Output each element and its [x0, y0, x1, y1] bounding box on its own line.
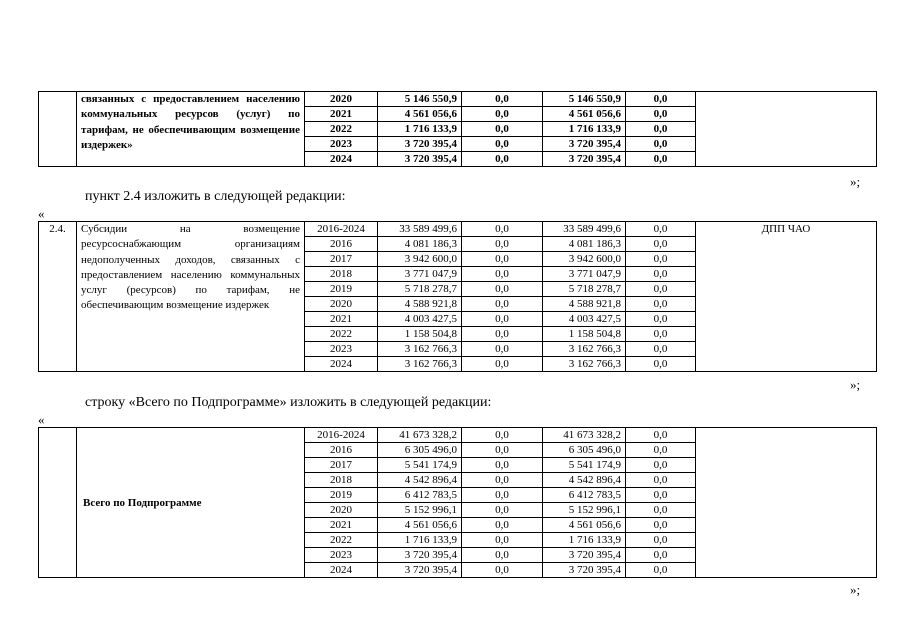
value-cell: 4 561 056,6 — [543, 107, 626, 122]
value-cell: 0,0 — [626, 122, 696, 137]
year-cell: 2016 — [305, 443, 378, 458]
year-cell: 2024 — [305, 563, 378, 578]
value-cell: 3 720 395,4 — [543, 548, 626, 563]
value-cell: 0,0 — [626, 518, 696, 533]
value-cell: 0,0 — [462, 503, 543, 518]
total-cell: 3 720 395,4 — [378, 563, 462, 578]
table-row — [39, 92, 877, 107]
total-cell: 4 542 896,4 — [378, 473, 462, 488]
table-total-subprogram — [38, 427, 877, 578]
year-cell: 2019 — [305, 488, 378, 503]
value-cell: 0,0 — [462, 327, 543, 342]
value-cell: 1 716 133,9 — [543, 533, 626, 548]
value-cell: 5 152 996,1 — [543, 503, 626, 518]
value-cell: 0,0 — [626, 357, 696, 372]
year-cell: 2022 — [305, 122, 378, 137]
total-cell: 3 162 766,3 — [378, 342, 462, 357]
value-cell: 4 081 186,3 — [543, 237, 626, 252]
value-cell: 0,0 — [462, 533, 543, 548]
value-cell: 0,0 — [626, 267, 696, 282]
value-cell: 3 942 600,0 — [543, 252, 626, 267]
value-cell: 0,0 — [626, 488, 696, 503]
value-cell: 4 588 921,8 — [543, 297, 626, 312]
year-cell: 2022 — [305, 533, 378, 548]
value-cell: 0,0 — [462, 252, 543, 267]
value-cell: 4 561 056,6 — [543, 518, 626, 533]
total-cell: 6 412 783,5 — [378, 488, 462, 503]
executor-cell — [696, 92, 877, 167]
total-cell: 1 158 504,8 — [378, 327, 462, 342]
year-cell: 2016-2024 — [305, 222, 378, 237]
value-cell: 3 720 395,4 — [543, 137, 626, 152]
value-cell: 0,0 — [462, 237, 543, 252]
executor-cell: ДПП ЧАО — [696, 222, 877, 372]
year-cell: 2021 — [305, 107, 378, 122]
total-cell: 5 541 174,9 — [378, 458, 462, 473]
value-cell: 41 673 328,2 — [543, 428, 626, 443]
value-cell: 0,0 — [626, 297, 696, 312]
executor-cell — [696, 428, 877, 578]
total-cell: 1 716 133,9 — [378, 122, 462, 137]
description-cell: связанных с предоставлением населению коммунальных ресурсов (услуг) по тарифам, не обеспечивающим возмещение издержек» — [77, 92, 305, 167]
value-cell: 0,0 — [626, 473, 696, 488]
total-cell: 3 162 766,3 — [378, 357, 462, 372]
total-cell: 1 716 133,9 — [378, 533, 462, 548]
year-cell: 2023 — [305, 342, 378, 357]
table-point-2-4 — [38, 221, 877, 372]
total-cell: 4 561 056,6 — [378, 107, 462, 122]
value-cell: 0,0 — [462, 443, 543, 458]
value-cell: 0,0 — [462, 428, 543, 443]
value-cell: 0,0 — [626, 252, 696, 267]
total-cell: 3 771 047,9 — [378, 267, 462, 282]
value-cell: 0,0 — [626, 107, 696, 122]
year-cell: 2022 — [305, 327, 378, 342]
value-cell: 0,0 — [462, 282, 543, 297]
table-row — [39, 428, 877, 443]
value-cell: 0,0 — [626, 458, 696, 473]
value-cell: 6 305 496,0 — [543, 443, 626, 458]
value-cell: 5 541 174,9 — [543, 458, 626, 473]
row-number-cell — [39, 428, 77, 578]
year-cell: 2021 — [305, 312, 378, 327]
row-number-cell — [39, 92, 77, 167]
closing-quote-3: »; — [850, 582, 861, 597]
total-cell: 41 673 328,2 — [378, 428, 462, 443]
year-cell: 2018 — [305, 267, 378, 282]
year-cell: 2024 — [305, 152, 378, 167]
value-cell: 0,0 — [462, 122, 543, 137]
value-cell: 0,0 — [626, 548, 696, 563]
value-cell: 0,0 — [462, 137, 543, 152]
total-cell: 6 305 496,0 — [378, 443, 462, 458]
year-cell: 2023 — [305, 137, 378, 152]
value-cell: 0,0 — [462, 312, 543, 327]
value-cell: 0,0 — [626, 503, 696, 518]
closing-quote-1: »; — [850, 174, 861, 189]
value-cell: 3 162 766,3 — [543, 357, 626, 372]
total-cell: 33 589 499,6 — [378, 222, 462, 237]
value-cell: 3 720 395,4 — [543, 563, 626, 578]
total-cell: 5 146 550,9 — [378, 92, 462, 107]
year-cell: 2024 — [305, 357, 378, 372]
value-cell: 3 771 047,9 — [543, 267, 626, 282]
total-cell: 3 720 395,4 — [378, 152, 462, 167]
description-cell: Всего по Подпрограмме — [77, 428, 305, 578]
value-cell: 0,0 — [626, 428, 696, 443]
value-cell: 0,0 — [626, 312, 696, 327]
total-cell: 4 081 186,3 — [378, 237, 462, 252]
value-cell: 4 003 427,5 — [543, 312, 626, 327]
value-cell: 0,0 — [462, 548, 543, 563]
year-cell: 2021 — [305, 518, 378, 533]
value-cell: 0,0 — [626, 152, 696, 167]
value-cell: 0,0 — [626, 237, 696, 252]
value-cell: 0,0 — [462, 222, 543, 237]
opening-quote-1: « — [38, 206, 45, 221]
total-cell: 4 561 056,6 — [378, 518, 462, 533]
value-cell: 3 162 766,3 — [543, 342, 626, 357]
value-cell: 0,0 — [462, 297, 543, 312]
value-cell: 0,0 — [626, 443, 696, 458]
year-cell: 2020 — [305, 297, 378, 312]
paragraph-total-row: строку «Всего по Подпрограмме» изложить в следующей редакции: — [85, 395, 492, 410]
total-cell: 4 588 921,8 — [378, 297, 462, 312]
value-cell: 0,0 — [626, 282, 696, 297]
value-cell: 0,0 — [462, 458, 543, 473]
value-cell: 0,0 — [462, 473, 543, 488]
year-cell: 2018 — [305, 473, 378, 488]
table-continuation — [38, 91, 877, 167]
value-cell: 0,0 — [462, 342, 543, 357]
paragraph-point-2-4: пункт 2.4 изложить в следующей редакции: — [85, 189, 346, 204]
year-cell: 2020 — [305, 503, 378, 518]
value-cell: 0,0 — [626, 222, 696, 237]
value-cell: 6 412 783,5 — [543, 488, 626, 503]
value-cell: 0,0 — [462, 107, 543, 122]
value-cell: 0,0 — [462, 488, 543, 503]
table-row — [39, 222, 877, 237]
value-cell: 0,0 — [462, 518, 543, 533]
value-cell: 0,0 — [626, 327, 696, 342]
total-cell: 5 152 996,1 — [378, 503, 462, 518]
year-cell: 2023 — [305, 548, 378, 563]
value-cell: 3 720 395,4 — [543, 152, 626, 167]
year-cell: 2016-2024 — [305, 428, 378, 443]
value-cell: 33 589 499,6 — [543, 222, 626, 237]
value-cell: 5 146 550,9 — [543, 92, 626, 107]
value-cell: 4 542 896,4 — [543, 473, 626, 488]
row-number-cell: 2.4. — [39, 222, 77, 372]
value-cell: 0,0 — [462, 357, 543, 372]
closing-quote-2: »; — [850, 377, 861, 392]
total-cell: 4 003 427,5 — [378, 312, 462, 327]
year-cell: 2019 — [305, 282, 378, 297]
value-cell: 0,0 — [462, 563, 543, 578]
total-cell: 3 720 395,4 — [378, 137, 462, 152]
total-cell: 3 942 600,0 — [378, 252, 462, 267]
total-cell: 5 718 278,7 — [378, 282, 462, 297]
description-cell: Субсидии на возмещение ресурсоснабжающим организациям недополученных доходов, связанных с предоставлением населению коммунальных услуг (ресурсов) по тарифам, не обеспечивающим возмещение издержек — [77, 222, 305, 372]
year-cell: 2020 — [305, 92, 378, 107]
year-cell: 2017 — [305, 458, 378, 473]
value-cell: 0,0 — [462, 92, 543, 107]
value-cell: 0,0 — [626, 563, 696, 578]
total-cell: 3 720 395,4 — [378, 548, 462, 563]
value-cell: 0,0 — [462, 267, 543, 282]
year-cell: 2017 — [305, 252, 378, 267]
opening-quote-2: « — [38, 412, 45, 427]
year-cell: 2016 — [305, 237, 378, 252]
value-cell: 0,0 — [626, 137, 696, 152]
value-cell: 5 718 278,7 — [543, 282, 626, 297]
value-cell: 0,0 — [626, 342, 696, 357]
value-cell: 1 158 504,8 — [543, 327, 626, 342]
value-cell: 0,0 — [462, 152, 543, 167]
value-cell: 0,0 — [626, 533, 696, 548]
value-cell: 1 716 133,9 — [543, 122, 626, 137]
value-cell: 0,0 — [626, 92, 696, 107]
